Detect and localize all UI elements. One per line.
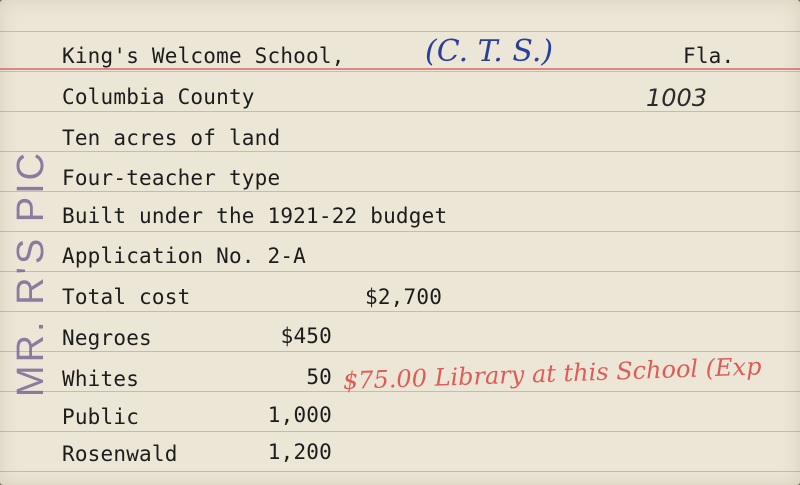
total-cost-label: Total cost [62,285,191,309]
whites-label: Whites [62,367,140,391]
stamp [2,149,62,397]
rosenwald-label: Rosenwald [62,442,178,466]
negroes-label: Negroes [62,326,152,350]
application: Application No. 2-A [62,244,307,268]
pencil-number: 1003 [646,84,708,112]
school-name: King's Welcome School, [62,44,345,68]
handwritten-code: (C. T. S.) [425,34,554,69]
whites-value: 50 [306,365,332,389]
public-value: 1,000 [267,403,332,427]
rosenwald-value: 1,200 [267,440,332,464]
negroes-value: $450 [280,324,332,348]
school-type: Four-teacher type [62,166,281,190]
handwritten-library-note: $75.00 Library at this School (Exp [342,352,762,395]
county: Columbia County [62,85,255,109]
land: Ten acres of land [62,126,281,150]
state: Fla. [683,44,735,68]
total-cost-value: $2,700 [365,285,443,309]
public-label: Public [62,405,140,429]
budget: Built under the 1921-22 budget [62,204,448,228]
stamp-text: MR. R'S PIC [10,149,53,397]
